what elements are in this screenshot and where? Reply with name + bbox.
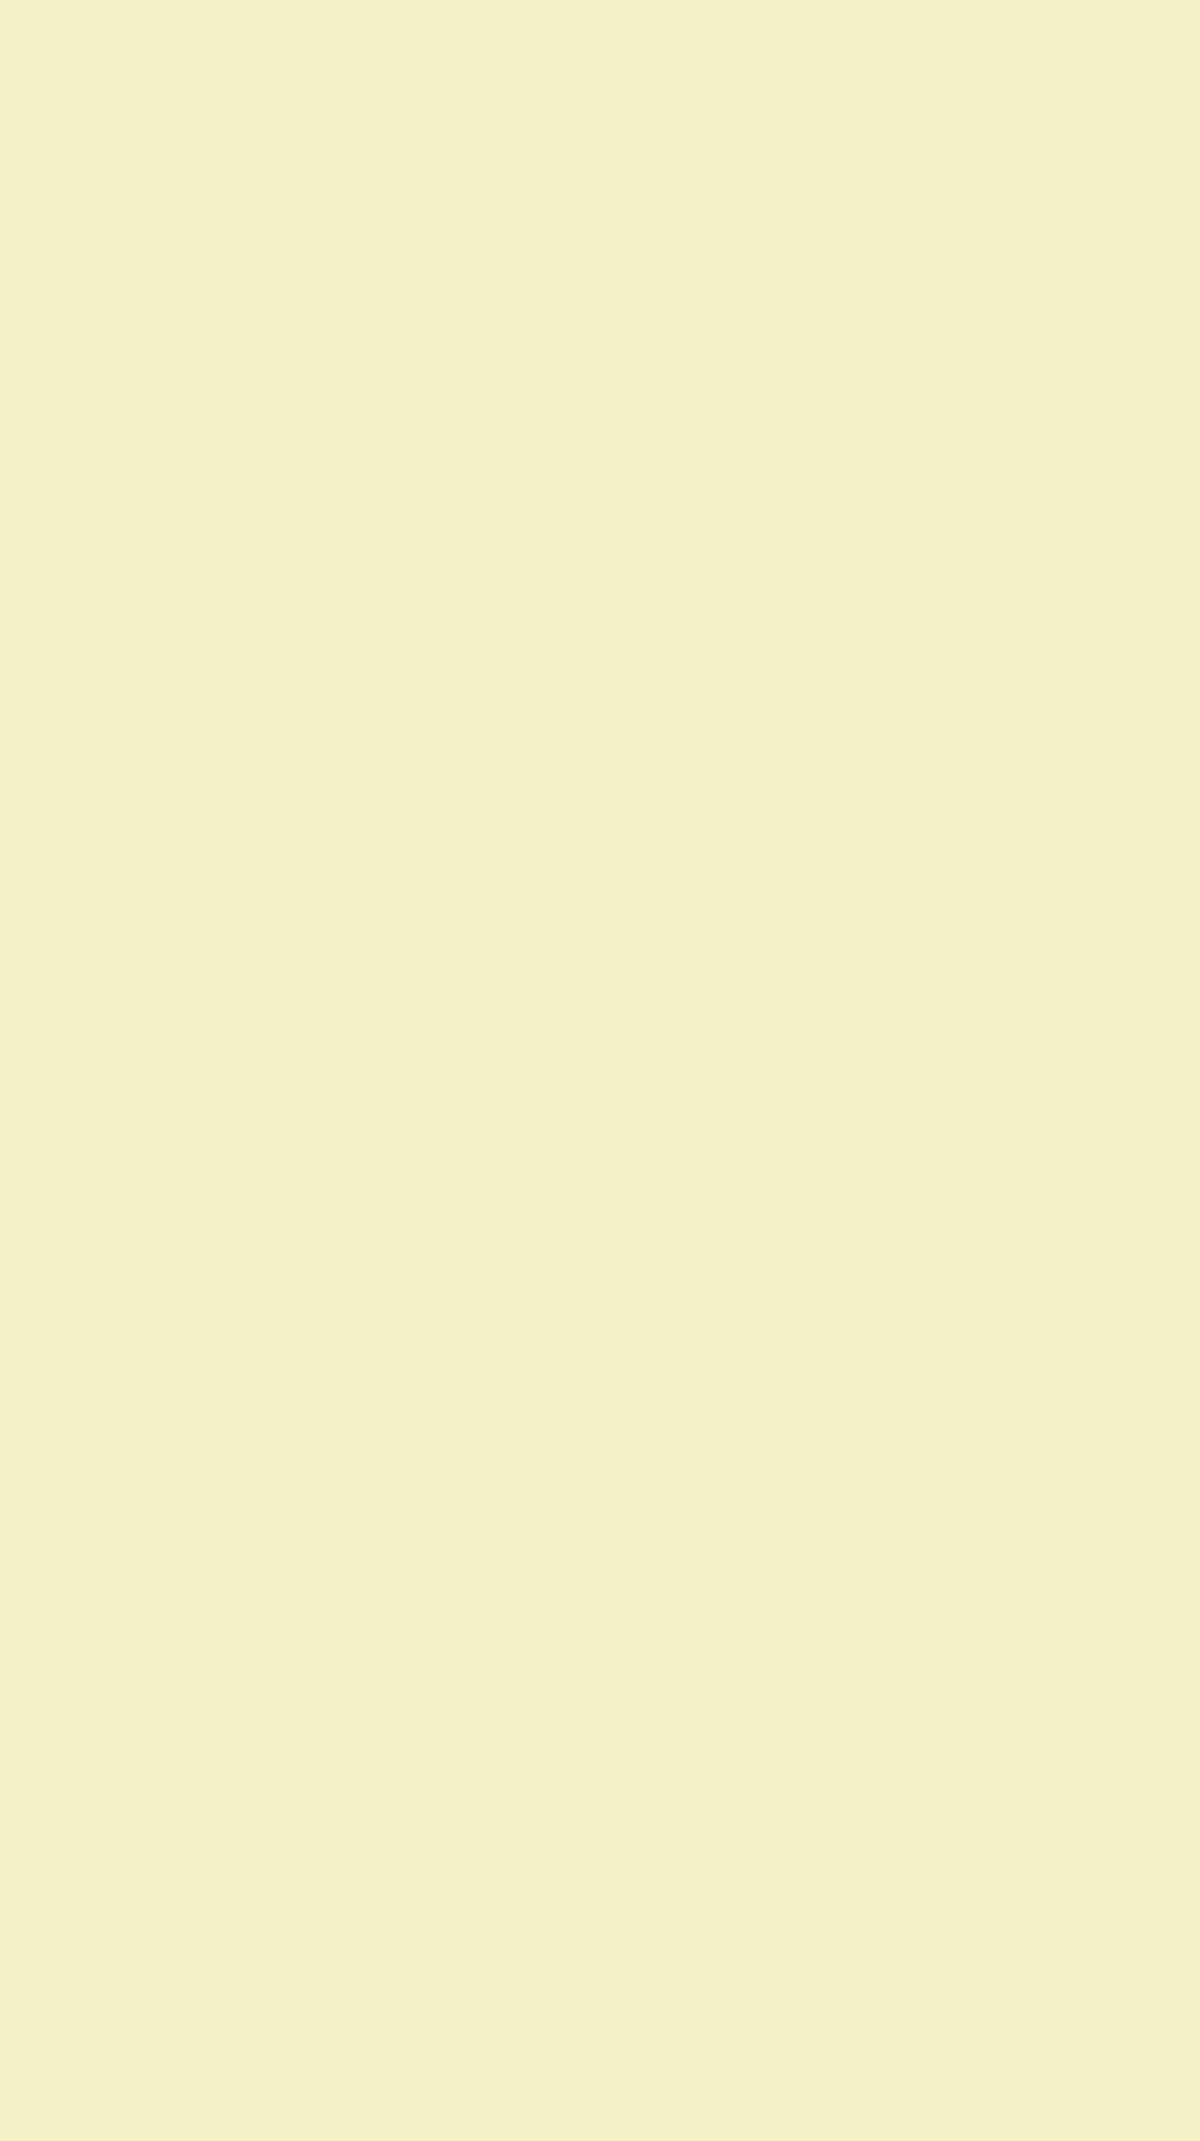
body-text-chapter xyxy=(46,1445,1108,1481)
running-head xyxy=(0,118,1200,178)
paragraph-line xyxy=(46,1445,1108,1481)
chapter-paragraph xyxy=(46,1445,1108,1481)
